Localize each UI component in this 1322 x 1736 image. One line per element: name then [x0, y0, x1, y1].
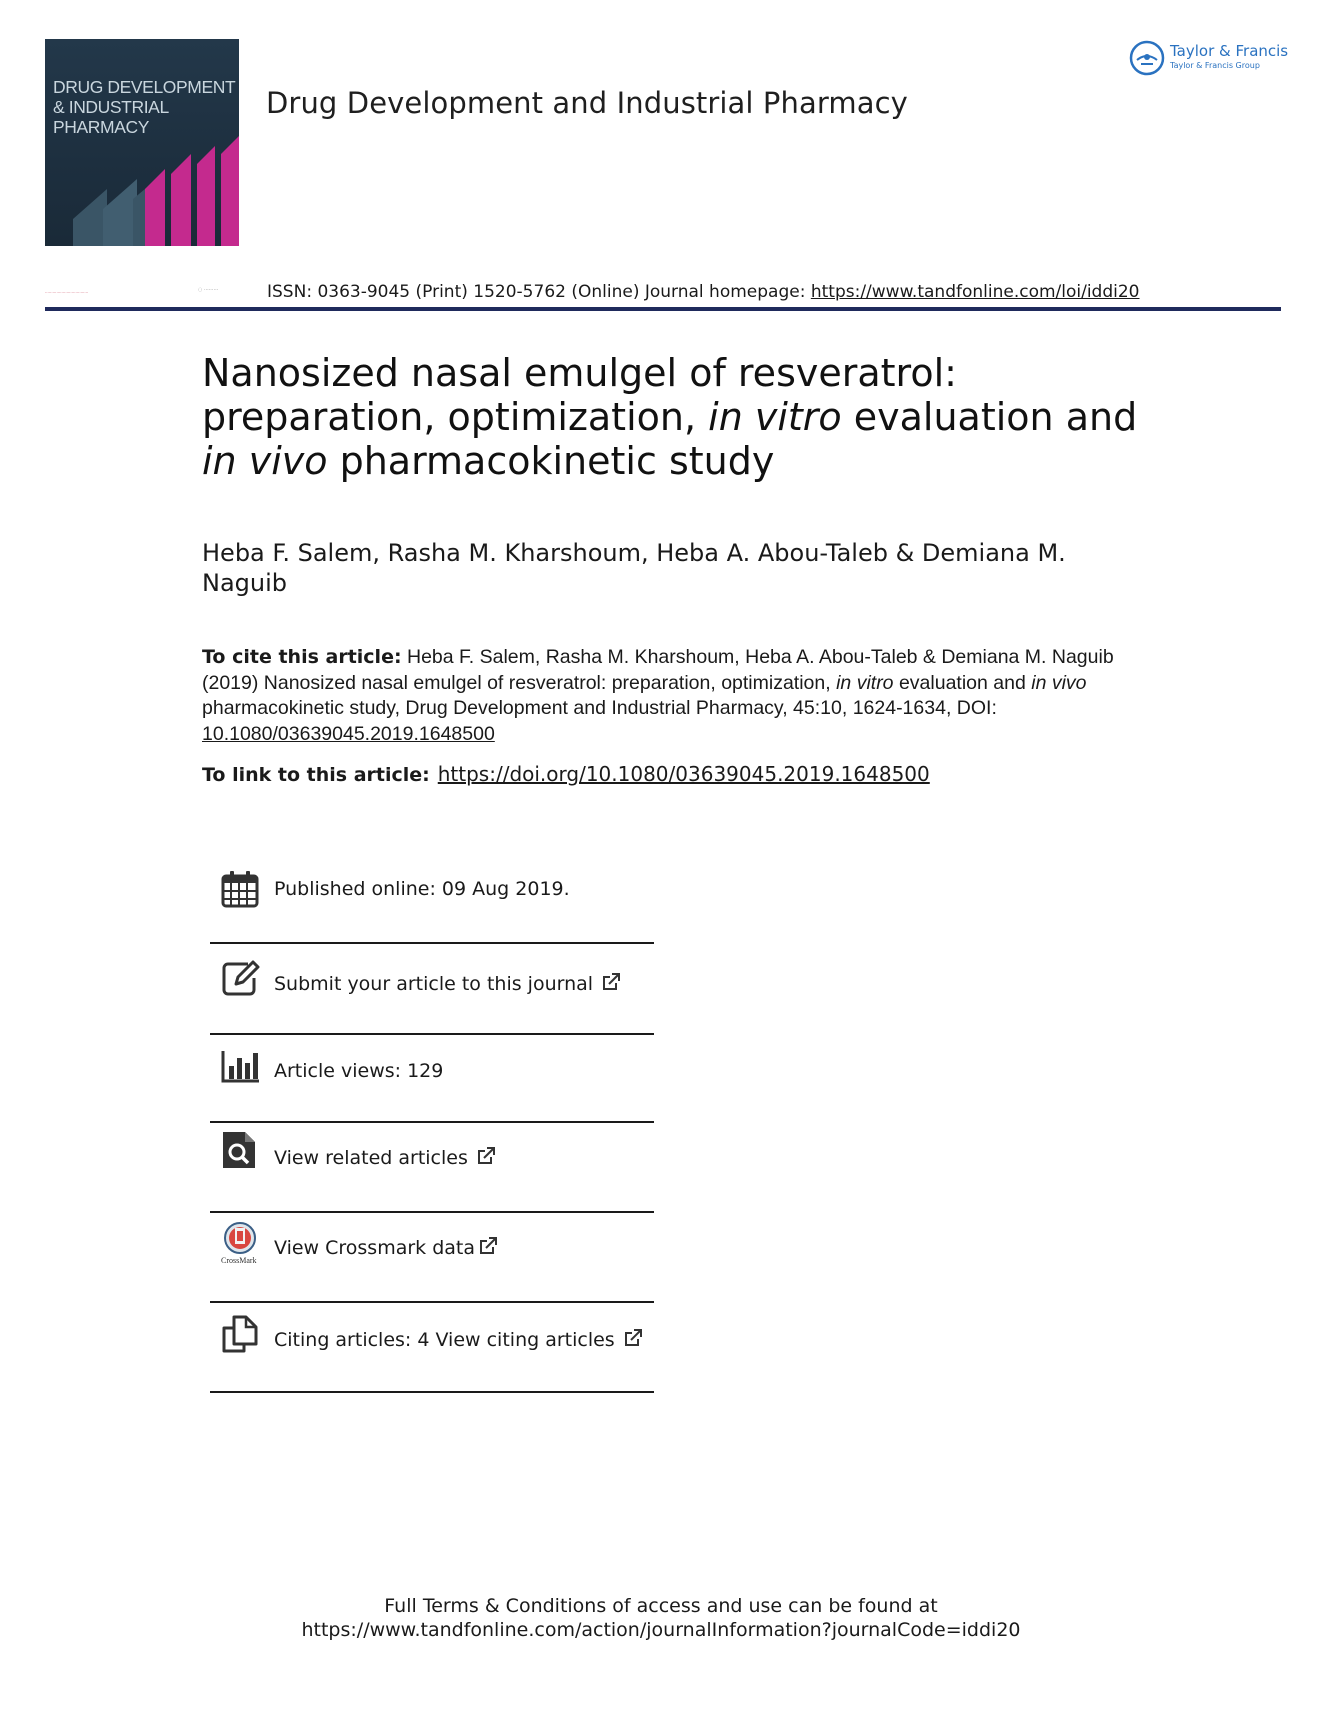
views-row [210, 1035, 654, 1123]
related-articles-link[interactable] [274, 1146, 496, 1169]
citation-italic-2: in vivo [1031, 671, 1087, 694]
edit-icon [220, 958, 260, 998]
crossmark-label: View Crossmark data [274, 1237, 476, 1259]
copy-documents-icon [220, 1314, 260, 1354]
external-link-icon [478, 1236, 498, 1256]
citation-label: To cite this article: [202, 646, 402, 668]
citation-italic-1: in vitro [836, 671, 894, 694]
related-articles-label: View related articles [274, 1147, 468, 1169]
terms-footer [0, 1594, 1322, 1642]
title-line-2a: preparation, optimization, [202, 395, 709, 439]
article-authors: Heba F. Salem, Rasha M. Kharshoum, Heba A. Abou-Taleb & Demiana M. Naguib [202, 539, 1066, 597]
citing-articles-label: Citing articles: 4 View citing articles [274, 1329, 615, 1351]
publisher-name: Taylor & Francis [1170, 42, 1289, 60]
title-line-2-italic: in vitro [708, 395, 842, 439]
issn-text: ISSN: 0363-9045 (Print) 1520-5762 (Online) Journal homepage: [267, 282, 811, 302]
external-link-icon [623, 1328, 643, 1348]
footer-terms-url[interactable]: https://www.tandfonline.com/action/journalInformation?journalCode=iddi20 [301, 1619, 1021, 1641]
published-date: Published online: 09 Aug 2019. [274, 878, 570, 900]
journal-title[interactable]: Drug Development and Industrial Pharmacy [266, 86, 908, 120]
bar-chart-icon [220, 1046, 260, 1086]
submit-row[interactable] [210, 944, 654, 1035]
info-divider [210, 1391, 654, 1393]
journal-homepage-link[interactable]: https://www.tandfonline.com/loi/iddi20 [810, 282, 1140, 302]
footer-line-1: Full Terms & Conditions of access and use can be found at [384, 1595, 938, 1617]
title-line-3-italic: in vivo [202, 439, 328, 483]
journal-cover-image [45, 39, 239, 246]
issn-line [267, 282, 1140, 302]
submit-article-link[interactable] [274, 972, 621, 995]
citing-articles-link[interactable] [274, 1328, 643, 1351]
cover-stripes-graphic [45, 39, 239, 246]
crossmark-link[interactable] [274, 1236, 498, 1259]
tiny-publisher-mark: ◌ ········· [198, 287, 219, 293]
citing-row[interactable] [210, 1303, 654, 1393]
tiny-url-mark: .................................. [45, 289, 89, 294]
header-divider [45, 307, 1281, 311]
published-row [210, 864, 654, 944]
publisher-logo[interactable] [1128, 39, 1288, 79]
article-views: Article views: 129 [274, 1060, 444, 1082]
submit-article-label: Submit your article to this journal [274, 973, 594, 995]
crossmark-row[interactable] [210, 1213, 654, 1303]
citation-text-c: pharmacokinetic study, Drug Development and Industrial Pharmacy, 45:10, 1624-1634, DOI: [202, 697, 997, 719]
article-link-line [202, 762, 930, 786]
article-doi-url[interactable]: https://doi.org/10.1080/03639045.2019.1648500 [437, 762, 930, 786]
crossmark-badge-label: CrossMark [221, 1256, 257, 1265]
citation-doi-link[interactable]: 10.1080/03639045.2019.1648500 [202, 722, 495, 745]
calendar-icon [220, 869, 260, 909]
publisher-emblem-icon [1128, 39, 1166, 77]
title-line-3b: pharmacokinetic study [327, 439, 775, 483]
citation-text-b: evaluation and [893, 671, 1032, 694]
external-link-icon [476, 1146, 496, 1166]
citation-text-a: Heba F. Salem, Rasha M. Kharshoum, Heba A. Abou-Taleb & Demiana M. Naguib (2019) Nanosized nasal emulgel of resveratrol: preparation, optimization, [202, 646, 1114, 694]
title-line-2b: evaluation and [841, 395, 1138, 439]
related-row[interactable] [210, 1123, 654, 1213]
cover-title: DRUG DEVELOPMENT & INDUSTRIAL PHARMACY [53, 77, 235, 137]
document-search-icon [220, 1130, 260, 1170]
link-label: To link to this article: [202, 764, 430, 786]
citation-block [202, 645, 1127, 747]
external-link-icon [601, 972, 621, 992]
article-title [202, 351, 1162, 483]
title-line-1: Nanosized nasal emulgel of resveratrol: [202, 351, 957, 395]
publisher-group: Taylor & Francis Group [1170, 61, 1260, 70]
